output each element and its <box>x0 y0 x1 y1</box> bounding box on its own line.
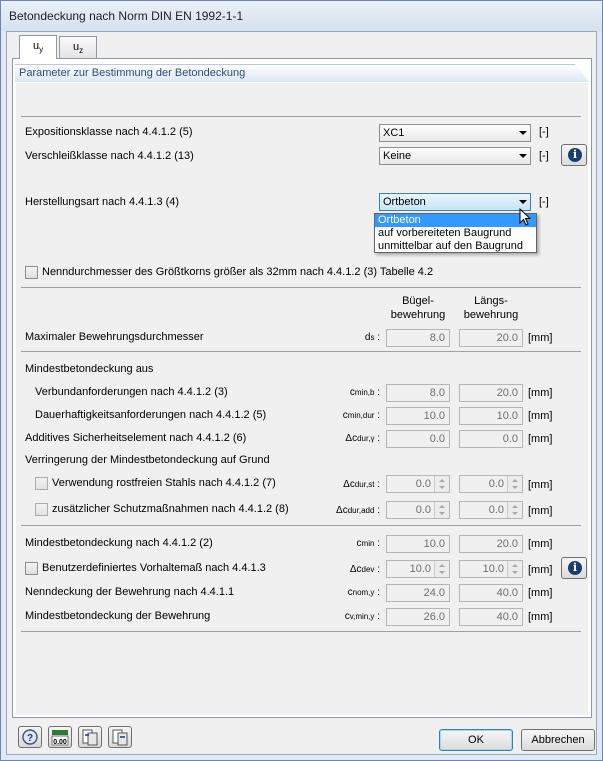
decimal-icon <box>49 727 71 747</box>
cnom-unit: [mm] <box>528 587 553 599</box>
info-icon: i <box>568 148 582 162</box>
exposure-unit: [-] <box>539 126 549 138</box>
bond-long: 20.0 <box>459 384 523 402</box>
stainless-checkbox[interactable] <box>35 477 48 490</box>
separator <box>21 525 581 526</box>
protection-stirrup-value: 0.0 <box>415 504 431 516</box>
stainless-label: Verwendung rostfreien Stahls nach 4.4.1.2 (7) <box>52 477 276 489</box>
svg-text:0.00: 0.00 <box>53 739 67 746</box>
cancel-button[interactable]: Abbrechen <box>521 729 595 751</box>
separator <box>21 116 581 117</box>
section-header <box>15 64 589 82</box>
durability-stirrup: 10.0 <box>386 407 450 425</box>
durability-label: Dauerhaftigkeitsanforderungen nach 4.4.1.2 (5) <box>35 409 267 421</box>
production-unit: [-] <box>539 196 549 208</box>
chevron-down-icon <box>519 131 527 135</box>
production-select[interactable] <box>379 193 531 211</box>
durability-long: 10.0 <box>459 407 523 425</box>
col-stirrup-header-2: bewehrung <box>390 309 446 321</box>
stainless-long[interactable] <box>459 475 523 493</box>
import-icon <box>79 727 101 747</box>
additive-label: Additives Sicherheitselement nach 4.4.1.2 (6) <box>25 432 247 444</box>
production-option[interactable]: Ortbeton <box>375 214 536 227</box>
stainless-long-value: 0.0 <box>488 478 504 490</box>
wear-select[interactable] <box>379 147 531 165</box>
wear-label: Verschleißklasse nach 4.4.1.2 (13) <box>25 150 194 162</box>
tab-uz-sub: z <box>79 46 84 56</box>
export-button[interactable] <box>108 726 132 748</box>
section-title: Parameter zur Bestimmung der Betondeckung <box>19 67 246 79</box>
protection-label: zusätzlicher Schutzmaßnahmen nach 4.4.1.2 (8) <box>52 503 289 515</box>
cnom-long: 40.0 <box>459 584 523 602</box>
protection-checkbox[interactable] <box>35 503 48 516</box>
max-diam-long: 20.0 <box>459 329 523 347</box>
cmin-unit: [mm] <box>528 538 553 550</box>
cdev-stirrup[interactable] <box>386 560 450 578</box>
cdev-label: Benutzerdefiniertes Vorhaltemaß nach 4.4.1.3 <box>42 562 266 574</box>
col-long-header-1: Längs- <box>474 295 508 307</box>
cv-symbol: cv,min,y : <box>344 611 380 622</box>
production-label: Herstellungsart nach 4.4.1.3 (4) <box>25 196 180 208</box>
spinner-icon[interactable] <box>434 502 449 518</box>
cnom-stirrup: 24.0 <box>386 584 450 602</box>
exposure-value: XC1 <box>383 127 405 139</box>
mouse-cursor-icon <box>519 208 533 228</box>
title-bar <box>1 1 602 31</box>
bond-symbol: cmin,b : <box>349 387 380 398</box>
aggregate-label: Nenndurchmesser des Größtkorns größer als 32mm nach 4.4.1.2 (3) Tabelle 4.2 <box>42 266 434 278</box>
export-icon <box>109 727 131 747</box>
max-diam-symbol: ds : <box>364 332 380 343</box>
cv-label: Mindestbetondeckung der Bewehrung <box>25 610 211 622</box>
exposure-label: Expositionsklasse nach 4.4.1.2 (5) <box>25 126 193 138</box>
help-button[interactable] <box>18 726 42 748</box>
stainless-unit: [mm] <box>528 479 553 491</box>
production-option[interactable]: unmittelbar auf den Baugrund <box>378 240 523 252</box>
parameter-panel <box>16 83 588 715</box>
info-icon: i <box>568 561 582 575</box>
cmin-long: 20.0 <box>459 535 523 553</box>
svg-text:?: ? <box>26 733 34 744</box>
chevron-down-icon <box>519 200 527 204</box>
additive-stirrup: 0.0 <box>386 430 450 448</box>
decimal-button[interactable] <box>48 726 72 748</box>
tab-uz[interactable] <box>59 36 97 58</box>
footer <box>12 722 592 750</box>
bond-label: Verbundanforderungen nach 4.4.1.2 (3) <box>35 386 228 398</box>
cdev-checkbox[interactable] <box>25 562 38 575</box>
stainless-stirrup-value: 0.0 <box>415 478 431 490</box>
cdev-long[interactable] <box>459 560 523 578</box>
help-icon <box>19 727 41 747</box>
cmin-stirrup: 10.0 <box>386 535 450 553</box>
cdev-long-value: 10.0 <box>482 563 504 575</box>
min-cover-title: Mindestbetondeckung aus <box>25 363 154 375</box>
protection-stirrup[interactable] <box>386 501 450 519</box>
tab-uy[interactable] <box>19 35 57 59</box>
bond-stirrup: 8.0 <box>386 384 450 402</box>
cv-stirrup: 26.0 <box>386 608 450 626</box>
protection-unit: [mm] <box>528 505 553 517</box>
additive-symbol: Δcdur,γ : <box>345 433 380 444</box>
cdev-unit: [mm] <box>528 564 553 576</box>
production-option[interactable]: auf vorbereiteten Baugrund <box>378 227 512 239</box>
protection-long[interactable] <box>459 501 523 519</box>
separator <box>21 287 581 288</box>
spinner-icon[interactable] <box>434 561 449 577</box>
spinner-icon[interactable] <box>434 476 449 492</box>
dialog-client <box>6 31 597 755</box>
wear-info-button[interactable] <box>561 144 587 166</box>
window-title: Betondeckung nach Norm DIN EN 1992-1-1 <box>9 9 244 23</box>
aggregate-checkbox[interactable] <box>25 266 38 279</box>
additive-long: 0.0 <box>459 430 523 448</box>
protection-long-value: 0.0 <box>488 504 504 516</box>
max-diam-label: Maximaler Bewehrungsdurchmesser <box>25 331 204 343</box>
ok-button[interactable]: OK <box>439 729 513 751</box>
max-diam-unit: [mm] <box>528 332 553 344</box>
protection-symbol: Δcdur,add : <box>336 505 380 516</box>
wear-unit: [-] <box>539 150 549 162</box>
col-long-header-2: bewehrung <box>463 309 519 321</box>
spinner-icon[interactable] <box>507 476 522 492</box>
wear-value: Keine <box>383 150 412 162</box>
cdev-stirrup-value: 10.0 <box>409 563 431 575</box>
chevron-down-icon <box>519 154 527 158</box>
separator <box>21 351 581 352</box>
cv-unit: [mm] <box>528 611 553 623</box>
tab-uz-base: u <box>72 41 80 53</box>
cmin-label: Mindestbetondeckung nach 4.4.1.2 (2) <box>25 537 213 549</box>
production-dropdown-list <box>374 213 537 253</box>
production-value: Ortbeton <box>383 196 426 208</box>
separator <box>21 631 581 632</box>
tab-uy-base: u <box>32 40 40 52</box>
stainless-symbol: Δcdur,st : <box>343 479 380 490</box>
cnom-label: Nenndeckung der Bewehrung nach 4.4.1.1 <box>25 586 235 598</box>
bond-unit: [mm] <box>528 387 553 399</box>
col-stirrup-header-1: Bügel- <box>402 295 434 307</box>
exposure-select[interactable] <box>379 124 531 142</box>
cv-long: 40.0 <box>459 608 523 626</box>
reduction-title: Verringerung der Mindestbetondeckung auf Grund <box>25 454 270 466</box>
tab-page <box>12 58 592 718</box>
import-button[interactable] <box>78 726 102 748</box>
max-diam-stirrup: 8.0 <box>386 329 450 347</box>
cdev-info-button[interactable] <box>561 557 587 579</box>
durability-symbol: cmin,dur : <box>342 410 380 421</box>
cdev-symbol: Δcdev : <box>349 564 380 575</box>
cmin-symbol: cmin : <box>356 538 380 549</box>
spinner-icon[interactable] <box>507 502 522 518</box>
durability-unit: [mm] <box>528 410 553 422</box>
section-corner <box>575 64 589 82</box>
spinner-icon[interactable] <box>507 561 522 577</box>
stainless-stirrup[interactable] <box>386 475 450 493</box>
cnom-symbol: cnom,y : <box>347 587 380 598</box>
additive-unit: [mm] <box>528 433 553 445</box>
tab-uy-sub: y <box>39 45 44 55</box>
